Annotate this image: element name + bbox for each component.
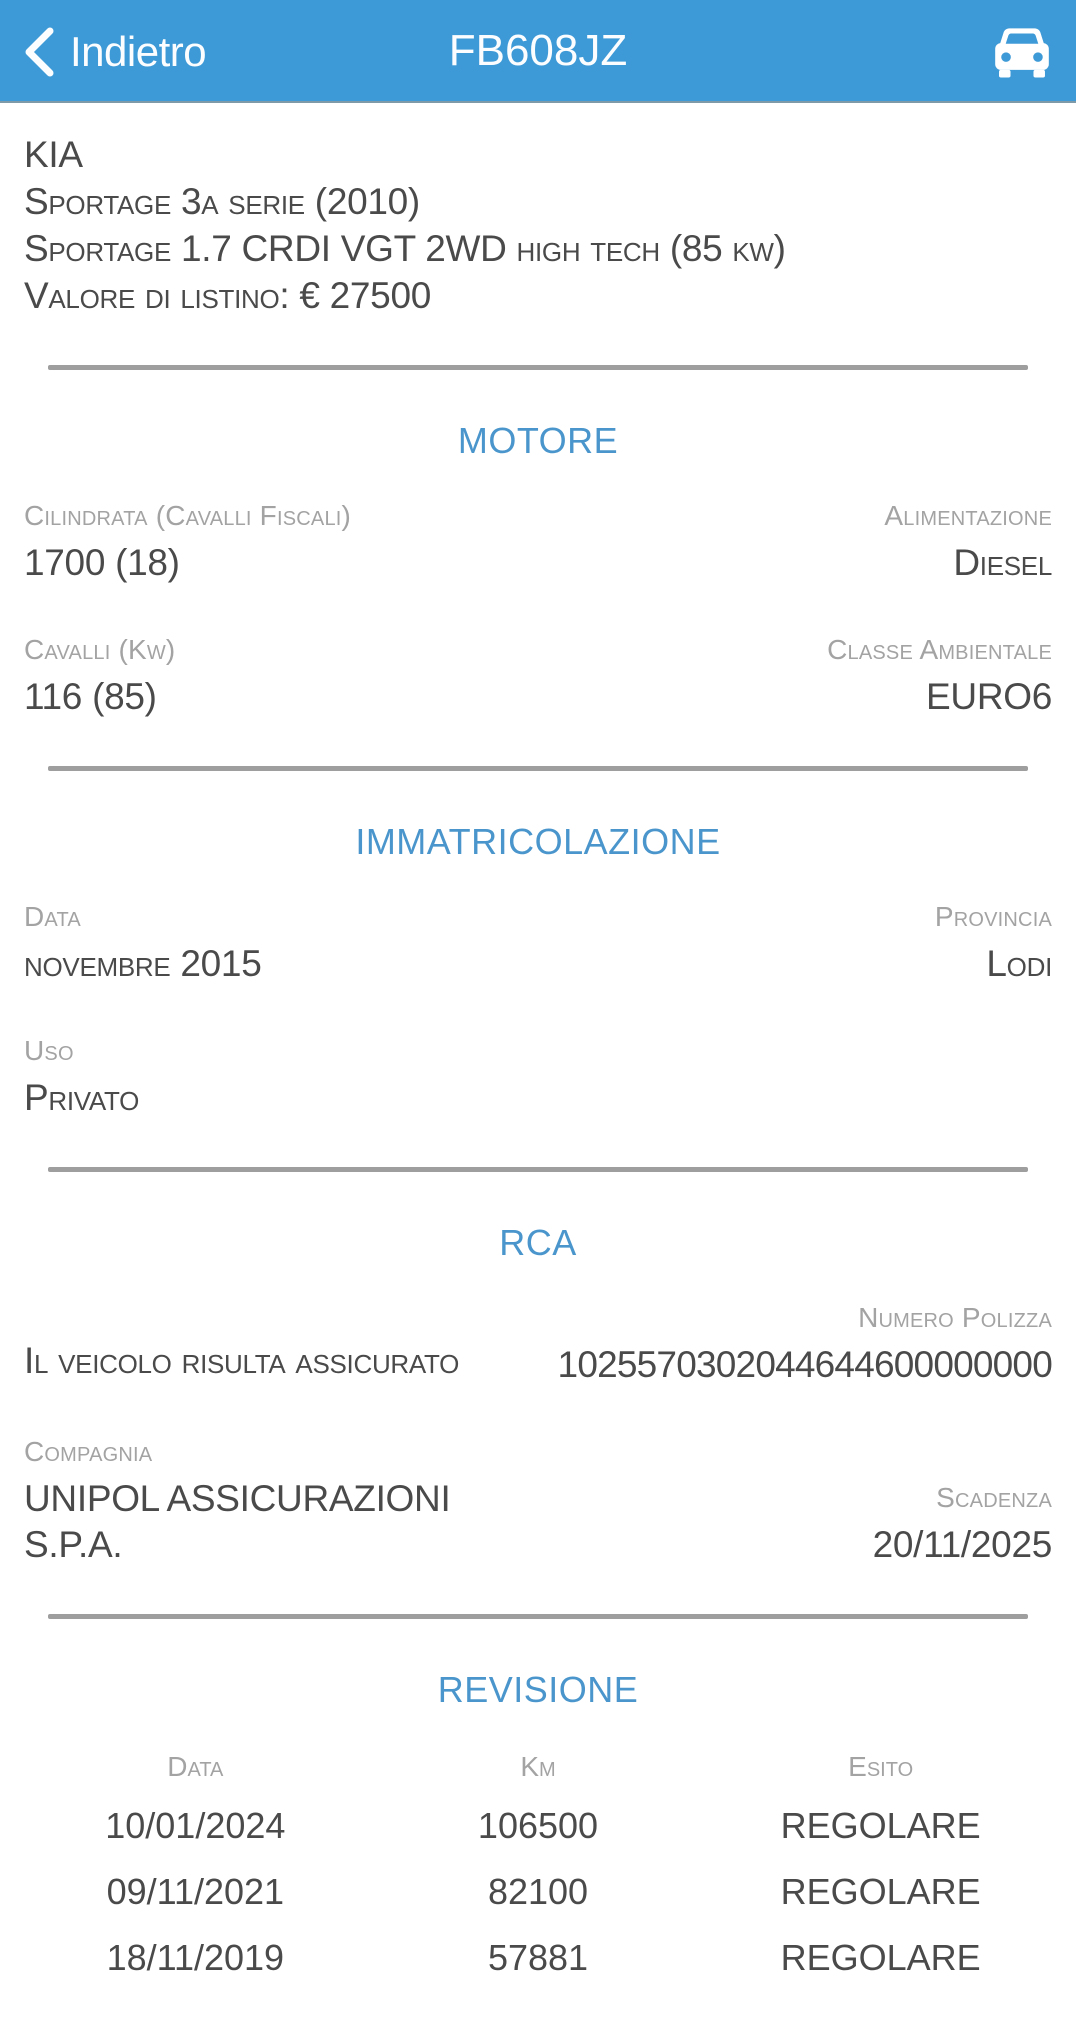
- section-divider: [48, 1614, 1028, 1619]
- revision-km: 57881: [487, 1937, 589, 1978]
- field-row: [24, 1302, 1052, 1388]
- field-label: Data: [24, 901, 81, 932]
- field-value: UNIPOL ASSICURAZIONI S.P.A.: [24, 1478, 451, 1565]
- field-value: 116 (85): [24, 676, 157, 717]
- revision-col-header-esito: Esito: [848, 1751, 914, 1782]
- section-divider: [48, 766, 1028, 771]
- insurance-status-text: Il veicolo risulta assicurato: [24, 1340, 460, 1381]
- field-classe-ambientale: [827, 634, 1052, 720]
- vehicle-summary: [24, 131, 1052, 319]
- field-uso: [24, 1035, 139, 1121]
- section-title-rca: RCA: [499, 1222, 577, 1263]
- car-icon: [990, 22, 1054, 82]
- field-value: 1700 (18): [24, 542, 180, 583]
- field-value: Diesel: [953, 542, 1052, 583]
- field-label: Alimentazione: [884, 500, 1052, 531]
- vehicle-make: KIA: [24, 134, 83, 175]
- field-provincia: [935, 901, 1052, 987]
- section-revisione: [24, 1669, 1052, 1981]
- revision-outcome: REGOLARE: [780, 1871, 981, 1912]
- field-label: Cavalli (Kw): [24, 634, 176, 665]
- revision-km: 82100: [487, 1871, 589, 1912]
- field-label: Compagnia: [24, 1436, 153, 1467]
- back-button-label: Indietro: [70, 27, 207, 75]
- field-compagnia: [24, 1436, 494, 1568]
- field-row: [24, 901, 1052, 987]
- revision-table: [24, 1751, 1052, 1981]
- section-title-immatricolazione: IMMATRICOLAZIONE: [355, 821, 721, 862]
- field-label: Classe Ambientale: [827, 634, 1052, 665]
- policy-number-value: 1025570302044644600000000: [557, 1344, 1052, 1385]
- vehicle-list-price: Valore di listino: € 27500: [24, 275, 432, 316]
- revision-km: 106500: [477, 1805, 599, 1846]
- field-row: [24, 634, 1052, 720]
- section-title-motore: MOTORE: [457, 420, 619, 461]
- field-row: [24, 1436, 1052, 1568]
- section-motore: [24, 420, 1052, 720]
- revision-col-header-km: Km: [520, 1751, 556, 1782]
- revision-date: 10/01/2024: [105, 1805, 286, 1846]
- vehicle-series: Sportage 3a serie (2010): [24, 181, 420, 222]
- nav-bar: [0, 0, 1076, 103]
- field-label: Provincia: [934, 901, 1052, 932]
- field-stato-assicurazione: [24, 1338, 459, 1388]
- field-value: Lodi: [986, 943, 1052, 984]
- vehicle-detail-page: [0, 131, 1076, 2021]
- field-value: EURO6: [926, 676, 1052, 717]
- revision-date: 09/11/2021: [106, 1871, 285, 1912]
- field-scadenza: [873, 1482, 1052, 1568]
- revision-outcome: REGOLARE: [780, 1805, 981, 1846]
- field-value: 20/11/2025: [872, 1524, 1052, 1565]
- field-label: Uso: [24, 1035, 74, 1066]
- car-button[interactable]: [990, 0, 1054, 103]
- field-data-immatricolazione: [24, 901, 262, 987]
- field-numero-polizza: [558, 1302, 1052, 1388]
- vehicle-trim: Sportage 1.7 CRDI VGT 2WD high tech (85 kw): [24, 228, 786, 269]
- chevron-left-icon: [22, 26, 56, 78]
- section-title-revisione: REVISIONE: [437, 1669, 639, 1710]
- field-alimentazione: [884, 500, 1052, 586]
- field-cavalli: [24, 634, 175, 720]
- field-row: [24, 500, 1052, 586]
- field-label: Scadenza: [936, 1482, 1052, 1513]
- section-divider: [48, 365, 1028, 370]
- revision-col-header-data: Data: [167, 1751, 224, 1782]
- section-immatricolazione: [24, 821, 1052, 1121]
- field-value: Privato: [24, 1077, 140, 1118]
- section-divider: [48, 1167, 1028, 1172]
- field-cilindrata: [24, 500, 351, 586]
- field-row: [24, 1035, 1052, 1121]
- back-button[interactable]: [22, 0, 206, 103]
- revision-outcome: REGOLARE: [780, 1937, 981, 1978]
- page-title-plate: FB608JZ: [448, 25, 628, 75]
- field-label: Numero Polizza: [858, 1302, 1052, 1333]
- field-value: novembre 2015: [24, 943, 262, 984]
- field-label: Cilindrata (Cavalli Fiscali): [24, 500, 352, 531]
- section-rca: [24, 1222, 1052, 1568]
- revision-date: 18/11/2019: [106, 1937, 285, 1978]
